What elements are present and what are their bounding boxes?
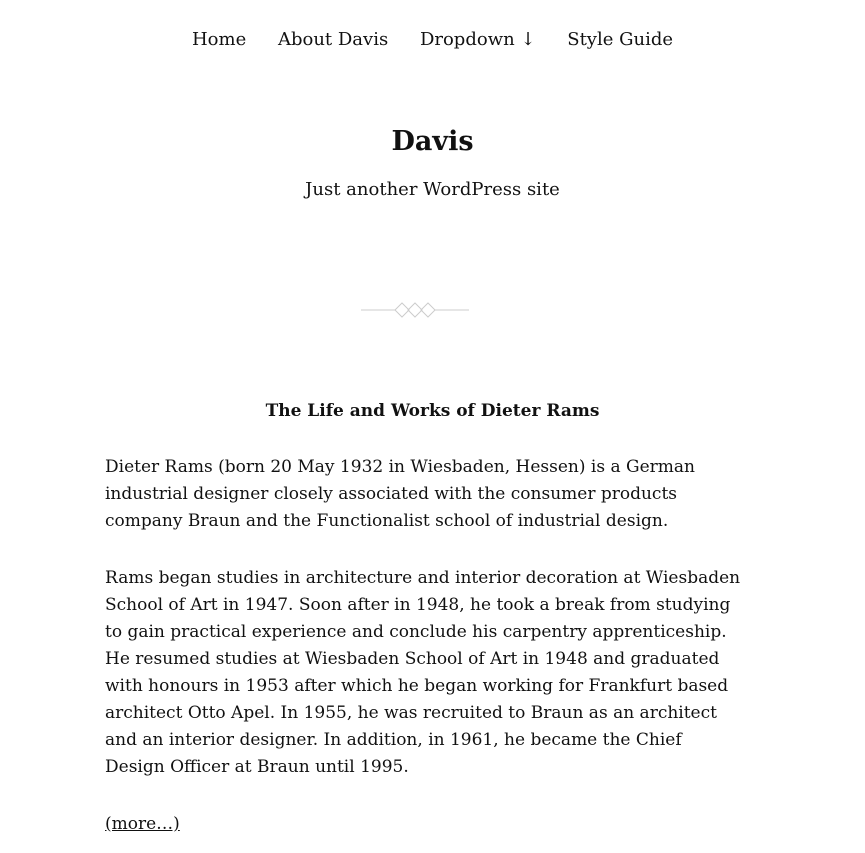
- nav-item-about-davis[interactable]: About Davis: [277, 29, 389, 50]
- nav-item-dropdown[interactable]: Dropdown ↓: [419, 29, 536, 50]
- nav-item-home[interactable]: Home: [191, 29, 247, 50]
- post-paragraph: Rams began studies in architecture and interior decoration at Wiesbaden School of Art in 1947. Soon after in 1948, he took a break from studying to gain practical experience and conclude his carpentry apprenticeship. He resumed studies at Wiesbaden School of Art in 1948 and graduated with honours in 1953 after which he began working for Frankfurt based architect Otto Apel. In 1955, he was recruited to Braun as an architect and an interior designer. In addition, in 1961, he became the Chief Design Officer at Braun until 1995.: [105, 568, 741, 777]
- nav-item-style-guide[interactable]: Style Guide: [567, 29, 674, 50]
- post-paragraph: Dieter Rams (born 20 May 1932 in Wiesbaden, Hessen) is a German industrial designer closely associated with the consumer products company Braun and the Functionalist school of industrial design.: [105, 457, 695, 531]
- read-more-link[interactable]: (more…): [105, 814, 180, 834]
- site-description: Just another WordPress site: [305, 179, 560, 200]
- post-title: [0, 398, 865, 424]
- main-navigation: [0, 27, 865, 53]
- read-more: [105, 811, 745, 838]
- ornament-divider-icon: [361, 301, 469, 319]
- post-title-link[interactable]: The Life and Works of Dieter Rams: [265, 401, 600, 421]
- site-title[interactable]: Davis: [391, 126, 474, 157]
- post-content: [105, 454, 745, 853]
